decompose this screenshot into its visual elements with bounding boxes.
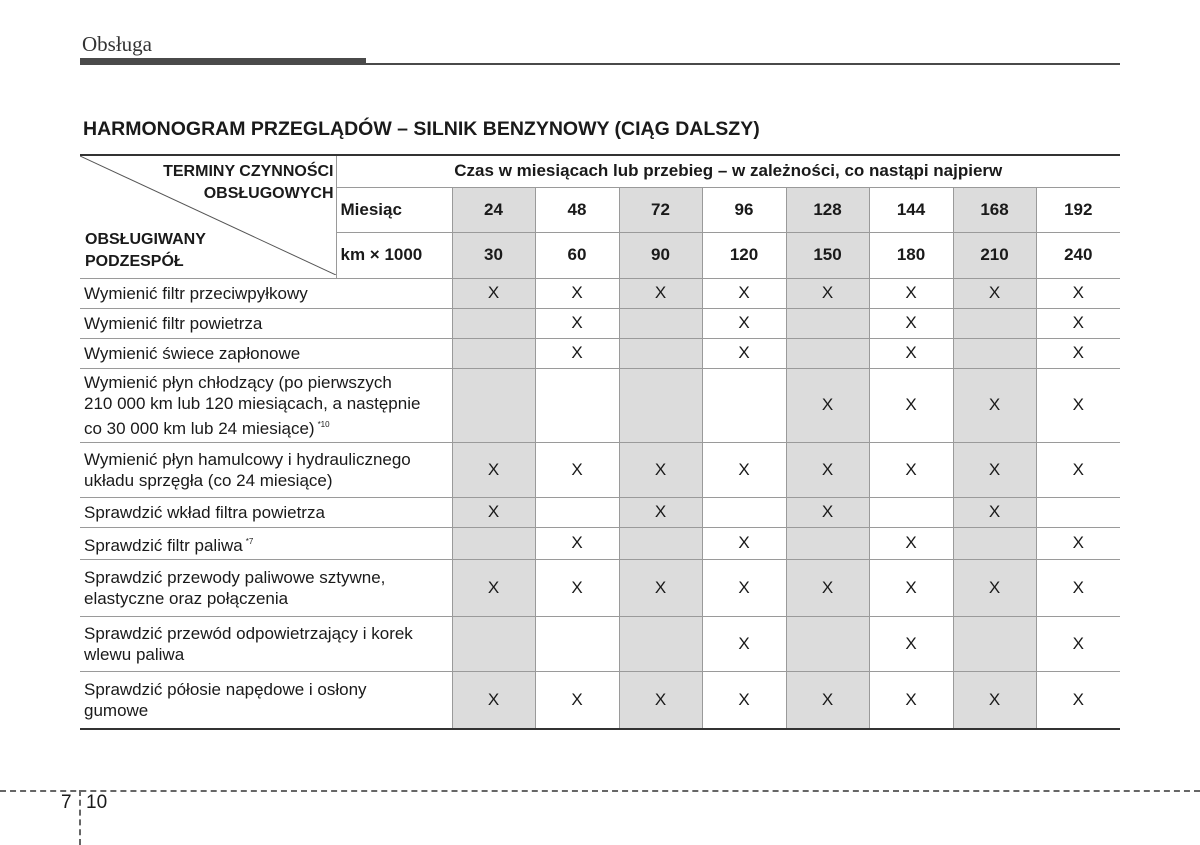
service-mark: [619, 338, 702, 368]
footnote-ref: *7: [245, 536, 254, 546]
footnote-ref: *10: [317, 419, 330, 429]
page-number: 10: [86, 792, 108, 813]
running-header: Obsługa: [82, 32, 152, 56]
corner-bottom-line-1: OBSŁUGIWANY: [85, 230, 206, 248]
service-mark: [786, 338, 869, 368]
service-mark: [619, 527, 702, 559]
service-mark: [786, 527, 869, 559]
month-value: 192: [1036, 187, 1120, 232]
service-mark: [452, 368, 535, 442]
service-mark: [535, 368, 619, 442]
service-mark: [452, 338, 535, 368]
service-mark: X: [869, 559, 953, 616]
service-mark: X: [1036, 671, 1120, 729]
footer-dashed-divider: [79, 790, 81, 845]
km-value: 150: [786, 232, 869, 278]
month-value: 168: [953, 187, 1036, 232]
service-mark: X: [869, 616, 953, 671]
km-label: km × 1000: [336, 232, 452, 278]
service-mark: X: [535, 527, 619, 559]
service-mark: [1036, 497, 1120, 527]
service-mark: X: [953, 497, 1036, 527]
service-item: [80, 671, 452, 729]
maintenance-schedule-table: [80, 154, 1120, 730]
section-title: HARMONOGRAM PRZEGLĄDÓW – SILNIK BENZYNOWY (CIĄG DALSZY): [83, 118, 760, 140]
service-item-line: co 30 000 km lub 24 miesiące): [84, 418, 315, 438]
service-mark: X: [953, 442, 1036, 497]
service-item-line: Sprawdzić przewody paliwowe sztywne,: [84, 567, 386, 587]
service-mark: X: [619, 559, 702, 616]
service-mark: [786, 308, 869, 338]
service-mark: [452, 527, 535, 559]
service-mark: [702, 497, 786, 527]
service-mark: X: [619, 278, 702, 308]
service-item-line: Wymienić filtr przeciwpyłkowy: [84, 283, 308, 303]
table-row: [80, 278, 1120, 308]
corner-top-line-2: OBSŁUGOWYCH: [203, 185, 334, 202]
service-mark: X: [702, 616, 786, 671]
service-mark: X: [535, 308, 619, 338]
service-mark: X: [869, 368, 953, 442]
span-header: Czas w miesiącach lub przebieg – w zależności, co nastąpi najpierw: [336, 155, 1120, 187]
service-mark: [953, 308, 1036, 338]
service-mark: X: [535, 559, 619, 616]
service-mark: X: [786, 442, 869, 497]
service-mark: X: [619, 497, 702, 527]
service-item: [80, 616, 452, 671]
month-value: 72: [619, 187, 702, 232]
service-mark: X: [869, 527, 953, 559]
service-mark: X: [1036, 308, 1120, 338]
service-mark: X: [619, 671, 702, 729]
service-mark: X: [1036, 527, 1120, 559]
service-mark: X: [953, 671, 1036, 729]
service-mark: X: [452, 442, 535, 497]
service-mark: [953, 338, 1036, 368]
service-item: [80, 338, 452, 368]
corner-top-label: [163, 161, 333, 205]
corner-top-line-1: TERMINY CZYNNOŚCI: [163, 163, 334, 180]
service-item-line: Sprawdzić filtr paliwa: [84, 535, 243, 555]
service-item: [80, 527, 452, 559]
table-row: [80, 616, 1120, 671]
month-value: 96: [702, 187, 786, 232]
table-row: [80, 308, 1120, 338]
service-mark: [619, 308, 702, 338]
service-item: [80, 497, 452, 527]
service-item-line: układu sprzęgła (co 24 miesiące): [84, 470, 333, 490]
service-item-line: Wymienić płyn chłodzący (po pierwszych: [84, 372, 392, 392]
service-mark: X: [535, 442, 619, 497]
service-item-line: Sprawdzić przewód odpowietrzający i korek: [84, 623, 413, 643]
service-mark: [953, 616, 1036, 671]
km-value: 60: [535, 232, 619, 278]
service-mark: X: [1036, 442, 1120, 497]
service-item: [80, 278, 452, 308]
service-mark: X: [786, 278, 869, 308]
service-mark: X: [535, 338, 619, 368]
service-mark: X: [786, 559, 869, 616]
service-mark: X: [786, 671, 869, 729]
service-mark: X: [869, 278, 953, 308]
service-item-line: Wymienić płyn hamulcowy i hydraulicznego: [84, 449, 411, 469]
service-mark: X: [869, 671, 953, 729]
service-mark: X: [702, 559, 786, 616]
service-mark: X: [452, 497, 535, 527]
service-item: [80, 559, 452, 616]
service-mark: X: [535, 278, 619, 308]
service-item-line: 210 000 km lub 120 miesiącach, a następnie: [84, 393, 421, 413]
service-mark: X: [702, 308, 786, 338]
table-row: [80, 527, 1120, 559]
month-value: 128: [786, 187, 869, 232]
service-mark: X: [786, 368, 869, 442]
service-item-line: wlewu paliwa: [84, 644, 185, 664]
service-mark: X: [786, 497, 869, 527]
header-rule-thick: [80, 58, 366, 65]
service-mark: [535, 616, 619, 671]
service-mark: X: [619, 442, 702, 497]
service-mark: X: [452, 278, 535, 308]
service-mark: X: [869, 338, 953, 368]
chapter-number: 7: [61, 792, 72, 813]
month-value: 144: [869, 187, 953, 232]
service-item-line: Sprawdzić półosie napędowe i osłony: [84, 679, 367, 699]
service-mark: X: [1036, 278, 1120, 308]
service-mark: X: [702, 338, 786, 368]
service-mark: [786, 616, 869, 671]
service-mark: X: [1036, 338, 1120, 368]
service-mark: [452, 616, 535, 671]
service-mark: [953, 527, 1036, 559]
service-mark: X: [869, 308, 953, 338]
service-mark: [452, 308, 535, 338]
service-mark: X: [1036, 368, 1120, 442]
month-value: 24: [452, 187, 535, 232]
service-mark: X: [1036, 616, 1120, 671]
km-value: 180: [869, 232, 953, 278]
service-mark: [619, 616, 702, 671]
service-mark: [619, 368, 702, 442]
service-mark: X: [702, 527, 786, 559]
header-rule-thin: [366, 63, 1120, 65]
service-mark: X: [1036, 559, 1120, 616]
month-label: Miesiąc: [336, 187, 452, 232]
service-item-line: Wymienić filtr powietrza: [84, 313, 263, 333]
km-value: 30: [452, 232, 535, 278]
corner-bottom-line-2: PODZESPÓŁ: [85, 252, 184, 270]
corner-bottom-label: [85, 229, 206, 273]
table-row: [80, 671, 1120, 729]
service-mark: [869, 497, 953, 527]
km-value: 90: [619, 232, 702, 278]
service-mark: [535, 497, 619, 527]
footer-dashed-rule: [0, 790, 1200, 792]
service-mark: X: [702, 278, 786, 308]
service-item-line: elastyczne oraz połączenia: [84, 588, 289, 608]
service-mark: X: [869, 442, 953, 497]
service-mark: X: [953, 559, 1036, 616]
km-value: 240: [1036, 232, 1120, 278]
service-item-line: gumowe: [84, 700, 149, 720]
service-mark: X: [452, 559, 535, 616]
table-row: [80, 497, 1120, 527]
service-mark: X: [702, 442, 786, 497]
km-value: 210: [953, 232, 1036, 278]
service-item: [80, 442, 452, 497]
service-item-line: Sprawdzić wkład filtra powietrza: [84, 502, 325, 522]
service-item: [80, 368, 452, 442]
table-row: [80, 559, 1120, 616]
service-mark: [702, 368, 786, 442]
service-item-line: Wymienić świece zapłonowe: [84, 343, 301, 363]
service-mark: X: [452, 671, 535, 729]
service-mark: X: [535, 671, 619, 729]
service-mark: X: [953, 278, 1036, 308]
table-row: [80, 442, 1120, 497]
service-mark: X: [953, 368, 1036, 442]
table-row: [80, 368, 1120, 442]
month-value: 48: [535, 187, 619, 232]
corner-header-cell: [80, 155, 336, 278]
service-item: [80, 308, 452, 338]
table-row: [80, 338, 1120, 368]
service-mark: X: [702, 671, 786, 729]
km-value: 120: [702, 232, 786, 278]
